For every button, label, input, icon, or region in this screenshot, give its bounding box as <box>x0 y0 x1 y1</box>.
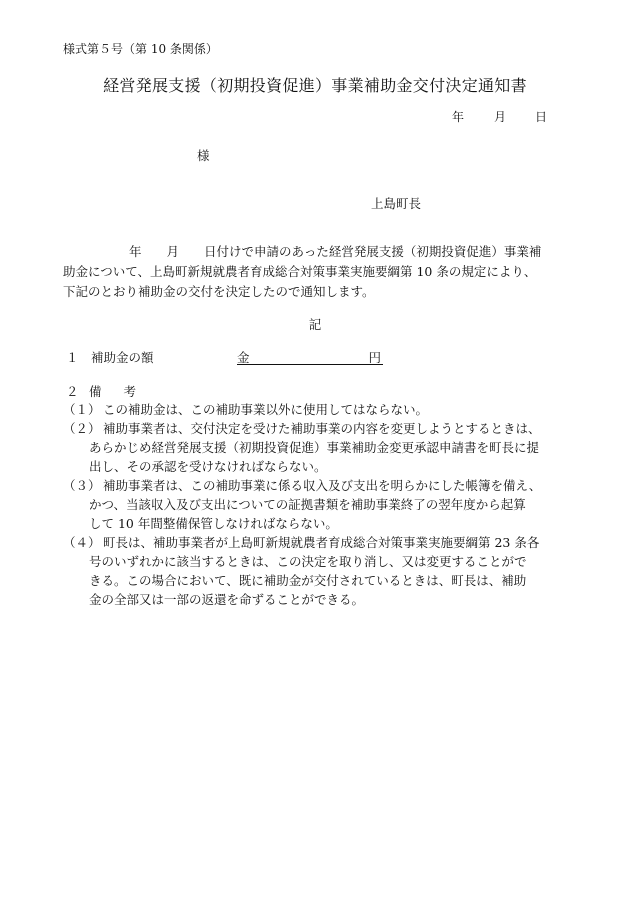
amount-suffix: 円 <box>368 350 381 365</box>
note-item <box>63 476 573 533</box>
note-line: 補助事業者は、交付決定を受けた補助事業の内容を変更しようとするときは、 <box>103 421 541 436</box>
amount-prefix: 金 <box>237 350 250 365</box>
issuer-name: 上島町長 <box>371 196 422 211</box>
note-number: （１） <box>63 402 101 417</box>
item2-number: ２ <box>66 384 79 399</box>
document-title: 経営発展支援（初期投資促進）事業補助金交付決定通知書 <box>103 76 527 95</box>
body-paragraph <box>63 242 563 302</box>
note-line: きる。この場合において、既に補助金が交付されているときは、町長は、補助 <box>89 573 527 588</box>
addressee-suffix: 様 <box>197 148 210 163</box>
date-year-label: 年 <box>452 110 465 124</box>
item2-label-char: 備 <box>89 384 102 399</box>
item2-label-char: 考 <box>123 384 137 399</box>
form-number: 様式第５号（第 10 条関係） <box>63 42 218 56</box>
body-line: 助金について、上島町新規就農者育成総合対策事業実施要綱第 10 条の規定により、 <box>63 264 537 279</box>
note-item <box>63 533 573 609</box>
item2-label <box>89 382 136 400</box>
note-line: 号のいずれかに該当するときは、この決定を取り消し、又は変更することがで <box>89 554 527 569</box>
note-line: この補助金は、この補助事業以外に使用してはならない。 <box>103 402 429 417</box>
note-number: （３） <box>63 478 101 493</box>
subsidy-amount-field <box>237 348 383 365</box>
date-month-label: 月 <box>494 110 507 124</box>
note-line: あらかじめ経営発展支援（初期投資促進）事業補助金変更承認申請書を町長に提 <box>89 440 540 455</box>
item1-number: １ <box>66 350 79 365</box>
body-line: 下記のとおり補助金の交付を決定したので通知します。 <box>63 284 375 299</box>
note-number: （２） <box>63 421 101 436</box>
note-line: 出し、その承認を受けなければならない。 <box>89 459 327 474</box>
note-line: かつ、当該収入及び支出についての証拠書類を補助事業終了の翌年度から起算 <box>89 497 526 512</box>
note-number: （４） <box>63 535 101 550</box>
note-line: 金の全部又は一部の返還を命ずることができる。 <box>89 592 365 607</box>
note-item <box>63 400 573 419</box>
ki-heading: 記 <box>308 317 322 332</box>
note-line: して 10 年間整備保管しなければならない。 <box>89 516 338 531</box>
body-line: 年 月 日付けで申請のあった経営発展支援（初期投資促進）事業補 <box>129 244 542 259</box>
note-item <box>63 419 573 476</box>
item1-label: 補助金の額 <box>91 350 154 365</box>
date-day-label: 日 <box>535 110 548 124</box>
note-line: 補助事業者は、この補助事業に係る収入及び支出を明らかにした帳簿を備え、 <box>103 478 542 493</box>
note-line: 町長は、補助事業者が上島町新規就農者育成総合対策事業実施要綱第 23 条各 <box>103 535 540 550</box>
